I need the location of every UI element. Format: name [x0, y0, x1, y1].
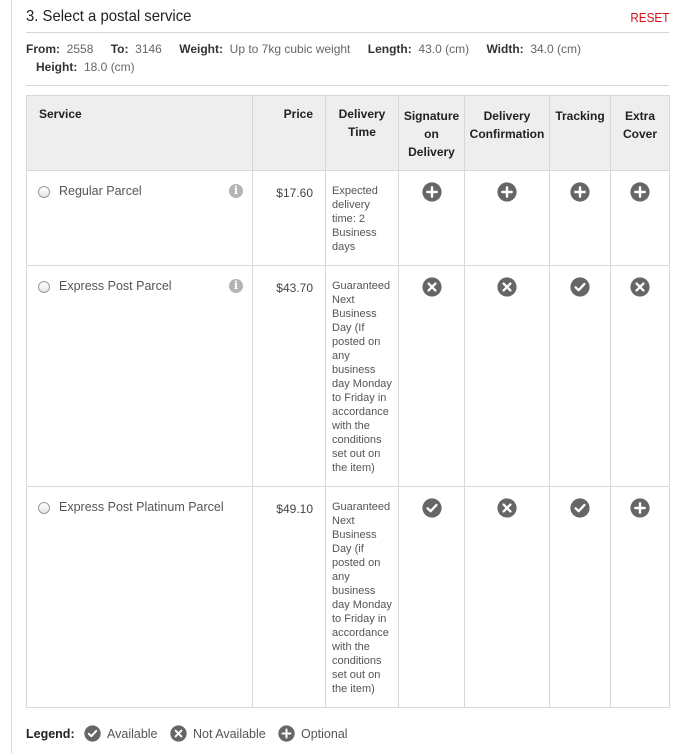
x-circle-icon	[630, 277, 650, 297]
weight-value: Up to 7kg cubic weight	[229, 42, 351, 56]
price-cell: $49.10	[253, 487, 326, 708]
legend-optional	[278, 725, 348, 742]
service-cell	[27, 487, 253, 708]
col-header-confirmation: Delivery Confirmation	[465, 96, 550, 171]
delivery-time-cell: Guaranteed Next Business Day (if posted on any business day Monday to Friday in accordance with the conditions set out on the item)	[326, 487, 399, 708]
info-icon[interactable]: i	[229, 279, 243, 293]
signature-cell	[399, 171, 465, 266]
legend-available	[84, 725, 158, 742]
from-value: 2558	[66, 42, 94, 56]
legend-not-available	[170, 725, 266, 742]
x-circle-icon	[497, 277, 517, 297]
confirmation-cell	[465, 266, 550, 487]
legend-available-text: Available	[107, 727, 158, 741]
confirmation-cell	[465, 171, 550, 266]
col-header-signature: Signature on Delivery	[399, 96, 465, 171]
width-value: 34.0 (cm)	[530, 42, 582, 56]
x-circle-icon	[170, 725, 187, 742]
weight-label: Weight:	[179, 42, 223, 56]
service-name[interactable]: Regular Parcel	[59, 184, 142, 198]
delivery-time-cell: Guaranteed Next Business Day (If posted on any business day Monday to Friday in accordance with the conditions set out on the item)	[326, 266, 399, 487]
tracking-cell	[550, 266, 611, 487]
width-label: Width:	[486, 42, 524, 56]
service-radio[interactable]	[38, 281, 50, 293]
to-value: 3146	[135, 42, 162, 56]
plus-circle-icon	[630, 182, 650, 202]
service-radio[interactable]	[38, 502, 50, 514]
length-value: 43.0 (cm)	[418, 42, 470, 56]
check-circle-icon	[570, 498, 590, 518]
tracking-cell	[550, 487, 611, 708]
to-label: To:	[110, 42, 129, 56]
height-value: 18.0 (cm)	[84, 60, 135, 74]
check-circle-icon	[422, 498, 442, 518]
table-row[interactable]	[27, 487, 670, 708]
service-name[interactable]: Express Post Parcel	[59, 279, 172, 293]
legend-optional-text: Optional	[301, 727, 348, 741]
table-row[interactable]	[27, 266, 670, 487]
services-table	[26, 95, 670, 708]
service-cell	[27, 266, 253, 487]
section-title: 3. Select a postal service	[26, 8, 192, 25]
x-circle-icon	[497, 498, 517, 518]
plus-circle-icon	[630, 498, 650, 518]
from-label: From:	[26, 42, 60, 56]
col-header-extra-cover: Extra Cover	[611, 96, 670, 171]
col-header-delivery-time: Delivery Time	[326, 96, 399, 171]
service-name[interactable]: Express Post Platinum Parcel	[59, 500, 224, 514]
extra-cover-cell	[611, 266, 670, 487]
price-cell: $43.70	[253, 266, 326, 487]
check-circle-icon	[570, 277, 590, 297]
height-label: Height:	[36, 60, 78, 74]
delivery-time-cell: Expected delivery time: 2 Business days	[326, 171, 399, 266]
col-header-tracking: Tracking	[550, 96, 611, 171]
signature-cell	[399, 487, 465, 708]
plus-circle-icon	[422, 182, 442, 202]
x-circle-icon	[422, 277, 442, 297]
col-header-price: Price	[253, 96, 326, 171]
service-cell	[27, 171, 253, 266]
legend-label: Legend:	[26, 727, 75, 741]
section-header	[26, 6, 669, 33]
left-divider	[11, 0, 12, 754]
plus-circle-icon	[497, 182, 517, 202]
plus-circle-icon	[278, 725, 295, 742]
extra-cover-cell	[611, 171, 670, 266]
col-header-service: Service	[27, 96, 253, 171]
reset-link[interactable]: RESET	[629, 10, 669, 25]
confirmation-cell	[465, 487, 550, 708]
info-icon[interactable]: i	[229, 184, 243, 198]
tracking-cell	[550, 171, 611, 266]
service-radio[interactable]	[38, 186, 50, 198]
price-cell: $17.60	[253, 171, 326, 266]
extra-cover-cell	[611, 487, 670, 708]
legend-not-available-text: Not Available	[193, 727, 266, 741]
separator	[26, 85, 669, 86]
signature-cell	[399, 266, 465, 487]
length-label: Length:	[367, 42, 412, 56]
check-circle-icon	[84, 725, 101, 742]
table-row[interactable]	[27, 171, 670, 266]
table-header-row	[27, 96, 670, 171]
plus-circle-icon	[570, 182, 590, 202]
